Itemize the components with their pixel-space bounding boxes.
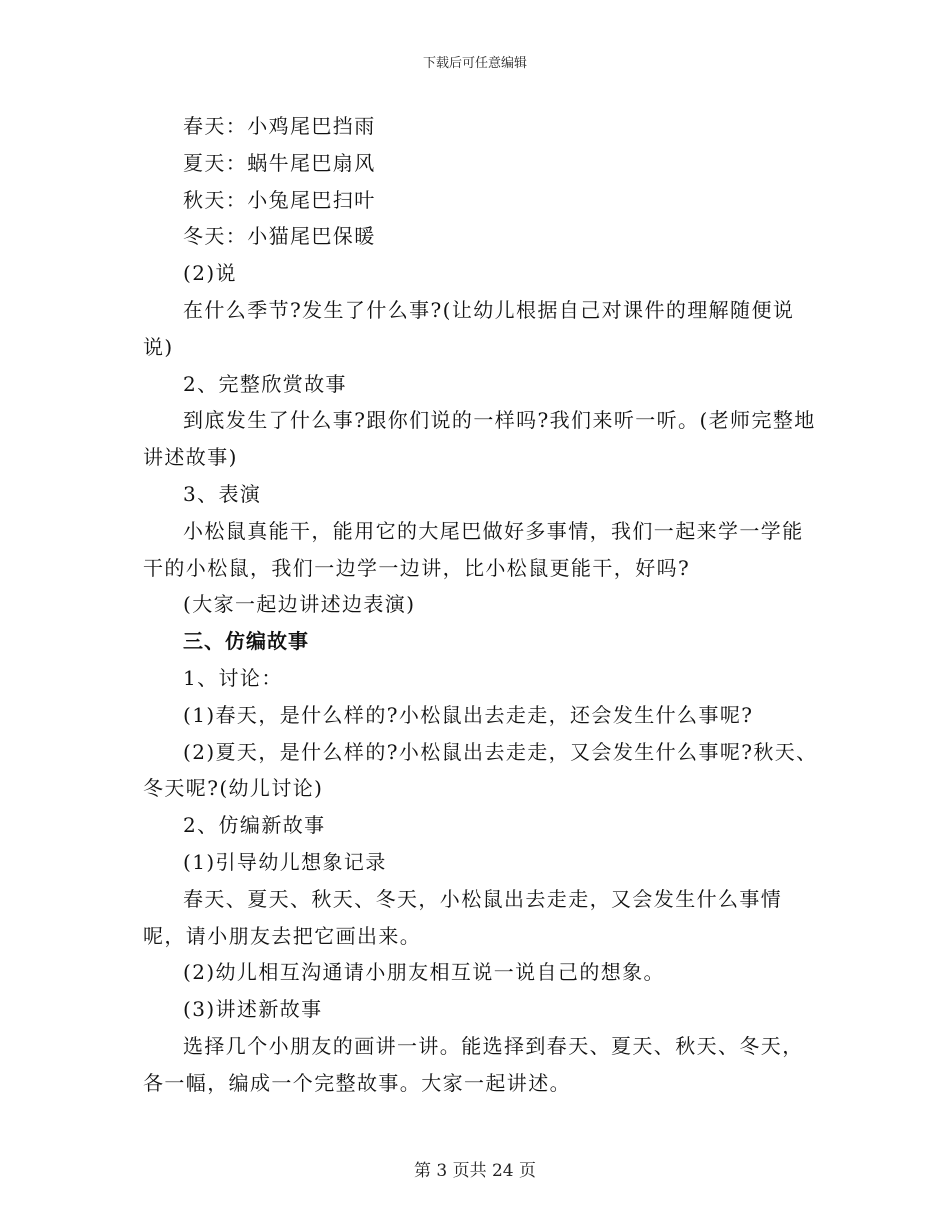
paragraph-tell-new-story: (3)讲述新故事	[183, 997, 323, 1022]
document-body	[143, 108, 823, 1102]
page-footer: 第 3 页共 24 页	[413, 1161, 537, 1181]
paragraph-section-3: 3、表演	[183, 481, 262, 506]
paragraph-discuss-summer: (2)夏天，是什么样的?小松鼠出去走走，又会发生什么事呢?秋天、冬天呢?(幼儿讨论)	[143, 739, 818, 801]
paragraph-choose-drawings: 选择几个小朋友的画讲一讲。能选择到春天、夏天、秋天、冬天，各一幅，编成一个完整故事。大家一起讲述。	[143, 1033, 804, 1095]
paragraph-winter: 冬天：小猫尾巴保暖	[183, 224, 376, 249]
section-heading-imitate: 三、仿编故事	[183, 629, 309, 654]
paragraph-spring: 春天：小鸡尾巴挡雨	[183, 114, 376, 138]
paragraph-summer: 夏天：蜗牛尾巴扇风	[183, 150, 376, 175]
paragraph-guide-imagine: (1)引导幼儿想象记录	[183, 849, 387, 874]
paragraph-question-season: 在什么季节?发生了什么事?(让幼儿根据自己对课件的理解随便说说)	[143, 297, 795, 359]
paragraph-autumn: 秋天：小兔尾巴扫叶	[183, 187, 376, 212]
paragraph-draw-it: 春天、夏天、秋天、冬天，小松鼠出去走走，又会发生什么事情呢，请小朋友去把它画出来。	[143, 886, 783, 948]
paragraph-perform-together: (大家一起边讲述边表演)	[183, 592, 416, 617]
paragraph-new-story: 2、仿编新故事	[183, 813, 326, 838]
paragraph-discuss-spring: (1)春天，是什么样的?小松鼠出去走走，还会发生什么事呢?	[183, 702, 754, 727]
page-header: 下载后可任意编辑	[422, 56, 527, 71]
paragraph-discuss: 1、讨论：	[183, 665, 283, 690]
paragraph-squirrel-capable: 小松鼠真能干，能用它的大尾巴做好多事情，我们一起来学一学能干的小松鼠，我们一边学一边讲，比小松鼠更能干，好吗?	[143, 518, 804, 580]
paragraph-communicate: (2)幼儿相互沟通请小朋友相互说一说自己的想象。	[183, 960, 665, 985]
paragraph-step-2-say: (2)说	[183, 261, 237, 286]
paragraph-listen-story: 到底发生了什么事?跟你们说的一样吗?我们来听一听。(老师完整地讲述故事)	[143, 408, 816, 470]
paragraph-section-2: 2、完整欣赏故事	[183, 371, 347, 396]
